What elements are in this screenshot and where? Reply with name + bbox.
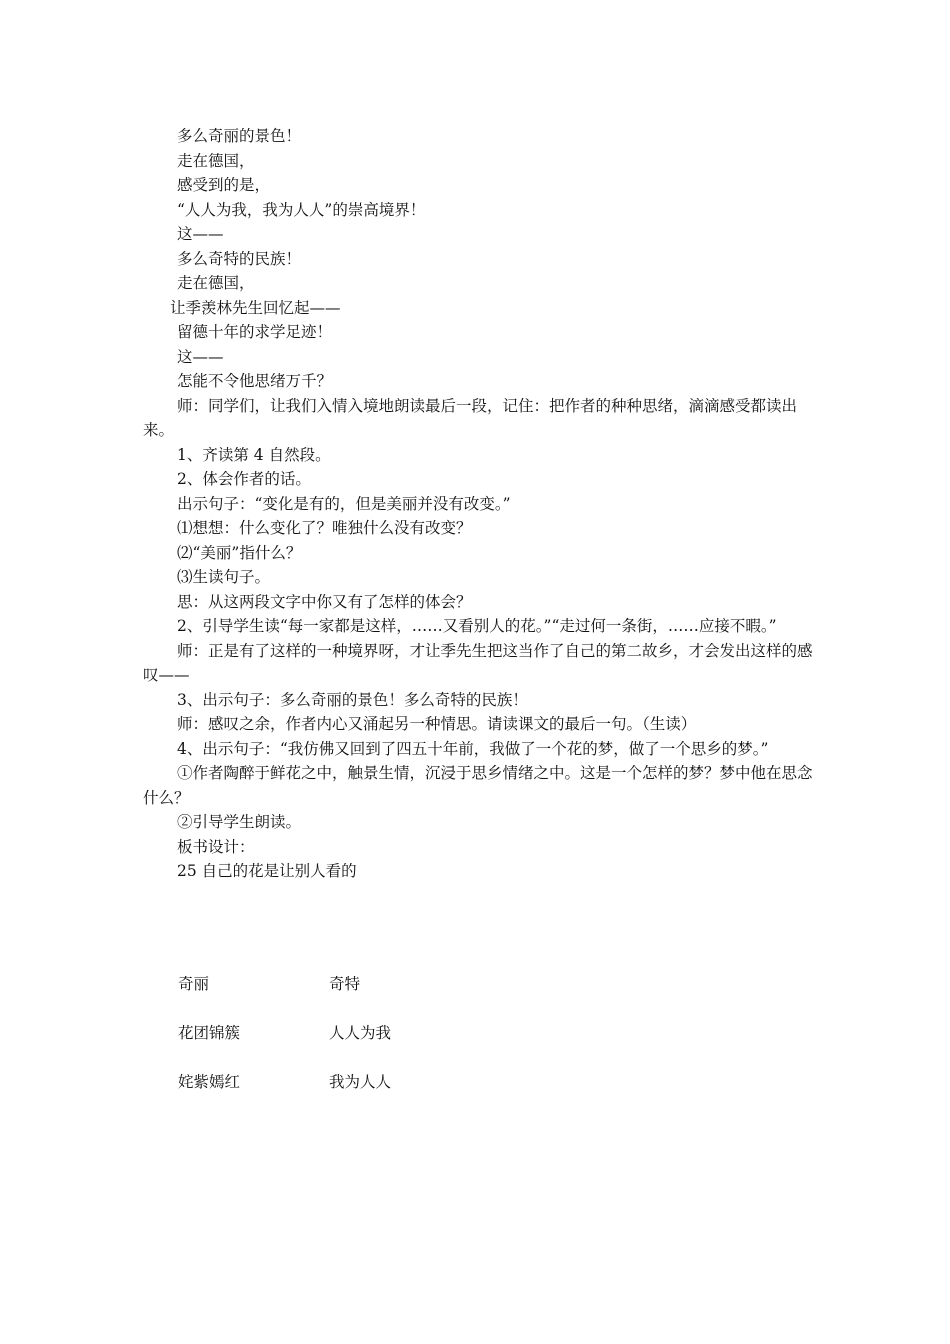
text-line: 留德十年的求学足迹！ bbox=[177, 323, 333, 341]
teacher-instruction: 师：感叹之余，作者内心又涌起另一种情思。请读课文的最后一句。（生读） bbox=[177, 715, 697, 733]
text-line: 走在德国， bbox=[177, 151, 255, 170]
board-row bbox=[178, 972, 578, 996]
board-left-cell: 花团锦簇 bbox=[178, 1024, 241, 1042]
text-line: 这—— bbox=[177, 347, 224, 366]
teacher-instruction: 师：正是有了这样的一种境界呀，才让季先生把这当作了自己的第二故乡，才会发出这样的感叹—— bbox=[143, 641, 813, 684]
board-right-cell: 人人为我 bbox=[329, 1024, 392, 1042]
teacher-instruction: 师：同学们，让我们入情入境地朗读最后一段，记住：把作者的种种思绪，滴滴感受都读出来。 bbox=[143, 396, 798, 439]
text-line: “人人为我，我为人人”的崇高境界！ bbox=[177, 200, 426, 219]
step-item: 1、齐读第 4 自然段。 bbox=[177, 445, 331, 464]
board-right-cell: 我为人人 bbox=[329, 1073, 392, 1091]
board-left-cell: 奇丽 bbox=[178, 975, 210, 993]
board-title: 25 自己的花是让别人看的 bbox=[177, 862, 357, 880]
sub-item: ⑴想想：什么变化了？唯独什么没有改变？ bbox=[177, 519, 472, 537]
step-item: 2、体会作者的话。 bbox=[177, 470, 311, 488]
text-line: 出示句子：“变化是有的，但是美丽并没有改变。” bbox=[177, 494, 511, 513]
text-line: 走在德国， bbox=[177, 274, 255, 292]
step-item: 3、出示句子：多么奇丽的景色！多么奇特的民族！ bbox=[177, 690, 528, 709]
board-row bbox=[178, 1070, 578, 1094]
text-line: 多么奇丽的景色！ bbox=[177, 127, 302, 145]
board-left-cell: 姹紫嫣红 bbox=[178, 1073, 241, 1091]
text-line: 让季羡林先生回忆起—— bbox=[170, 298, 341, 317]
board-design-label: 板书设计： bbox=[177, 837, 255, 856]
sub-item: ⑵“美丽”指什么？ bbox=[177, 543, 302, 562]
text-line: 感受到的是， bbox=[177, 176, 271, 194]
step-item: 4、出示句子：“我仿佛又回到了四五十年前，我做了一个花的梦，做了一个思乡的梦。” bbox=[177, 739, 769, 758]
sub-item: ②引导学生朗读。 bbox=[177, 813, 302, 831]
board-row bbox=[178, 1021, 578, 1045]
board-right-cell: 奇特 bbox=[329, 975, 361, 993]
text-line: 思：从这两段文字中你又有了怎样的体会？ bbox=[177, 592, 472, 611]
text-line: 这—— bbox=[177, 225, 224, 243]
document-body bbox=[143, 124, 813, 884]
step-item: 2、引导学生读“每一家都是这样，……又看别人的花。”“走过何一条街，……应接不暇。” bbox=[177, 617, 777, 635]
text-line: 多么奇特的民族！ bbox=[177, 249, 302, 268]
sub-item: ⑶生读句子。 bbox=[177, 568, 271, 586]
text-line: 怎能不令他思绪万千？ bbox=[177, 372, 333, 390]
sub-item: ①作者陶醉于鲜花之中，触景生情，沉浸于思乡情绪之中。这是一个怎样的梦？梦中他在思念什么？ bbox=[143, 764, 813, 807]
